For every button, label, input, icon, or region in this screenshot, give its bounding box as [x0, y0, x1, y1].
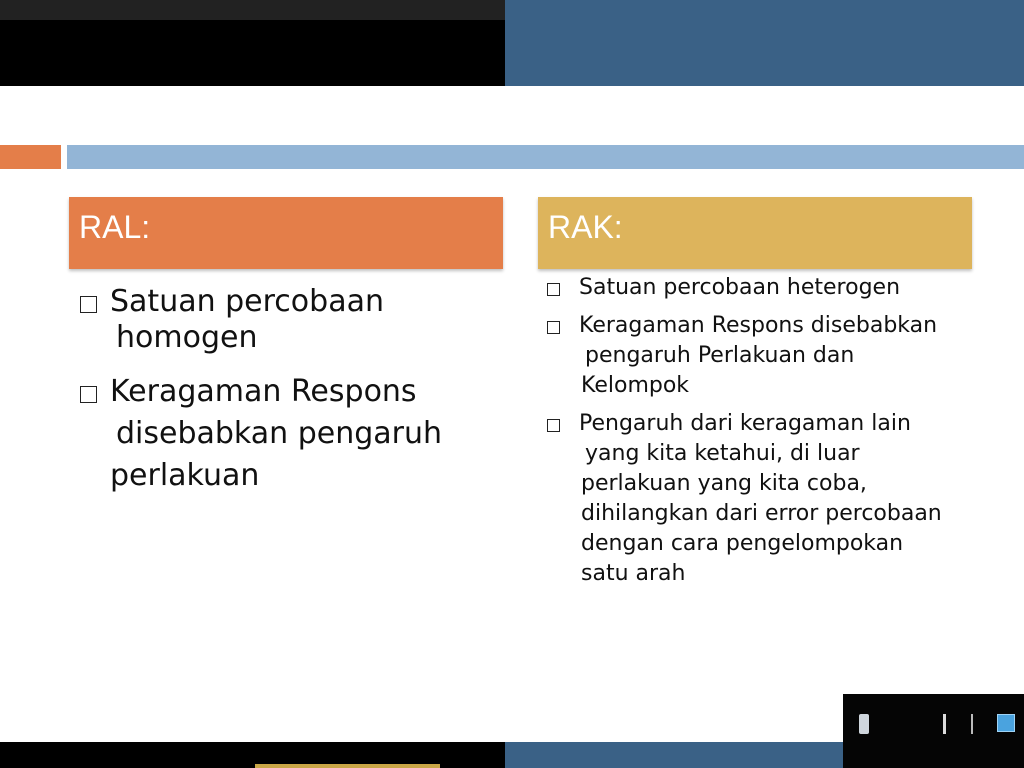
rak-bullet-item — [547, 409, 1017, 589]
square-bullet-icon — [547, 321, 560, 334]
rak-bullet-line: satu arah — [581, 561, 686, 586]
square-bullet-icon — [80, 386, 97, 403]
rak-bullet-line: Pengaruh dari keragaman lain — [579, 411, 911, 436]
accent-bar-blue — [67, 145, 1024, 169]
window-icon[interactable] — [971, 714, 973, 734]
rak-header — [538, 197, 972, 269]
accent-bar-orange — [0, 145, 61, 169]
ral-bullet-line: perlakuan — [110, 458, 260, 493]
rak-bullet-list — [547, 273, 1017, 597]
taskbar-overlay — [843, 694, 1024, 768]
square-bullet-icon — [80, 296, 97, 313]
rak-bullet-line: pengaruh Perlakuan dan — [585, 343, 855, 368]
header-band-blue — [505, 0, 1024, 86]
header-band-strip — [0, 0, 505, 20]
ral-bullet-list — [80, 284, 500, 512]
document-icon[interactable] — [859, 714, 869, 734]
rak-bullet-line: Satuan percobaan heterogen — [579, 275, 901, 300]
footer-band-blue — [505, 742, 844, 768]
rak-bullet-line: perlakuan yang kita coba, — [581, 471, 867, 496]
window-icon[interactable] — [943, 714, 946, 734]
rak-bullet-line: yang kita ketahui, di luar — [585, 441, 860, 466]
rak-bullet-line: Keragaman Respons disebabkan — [579, 313, 938, 338]
ral-title: RAL: — [79, 209, 151, 245]
ral-bullet-item — [80, 284, 500, 356]
ral-bullet-line: disebabkan pengaruh — [116, 416, 443, 451]
header-band-dark — [0, 20, 505, 86]
rak-bullet-line: Kelompok — [581, 373, 690, 398]
ral-bullet-item — [80, 374, 500, 494]
square-bullet-icon — [547, 283, 560, 296]
rak-title: RAK: — [548, 209, 623, 245]
app-square-icon[interactable] — [997, 714, 1015, 732]
rak-bullet-item — [547, 273, 1017, 303]
ral-bullet-line: Satuan percobaan — [110, 284, 384, 319]
footer-accent-gold — [255, 764, 440, 768]
rak-bullet-line: dengan cara pengelompokan — [581, 531, 904, 556]
square-bullet-icon — [547, 419, 560, 432]
ral-header — [69, 197, 503, 269]
ral-bullet-line: Keragaman Respons — [110, 374, 417, 409]
rak-bullet-line: dihilangkan dari error percobaan — [581, 501, 942, 526]
rak-bullet-item — [547, 311, 1017, 401]
ral-bullet-line: homogen — [116, 320, 258, 355]
